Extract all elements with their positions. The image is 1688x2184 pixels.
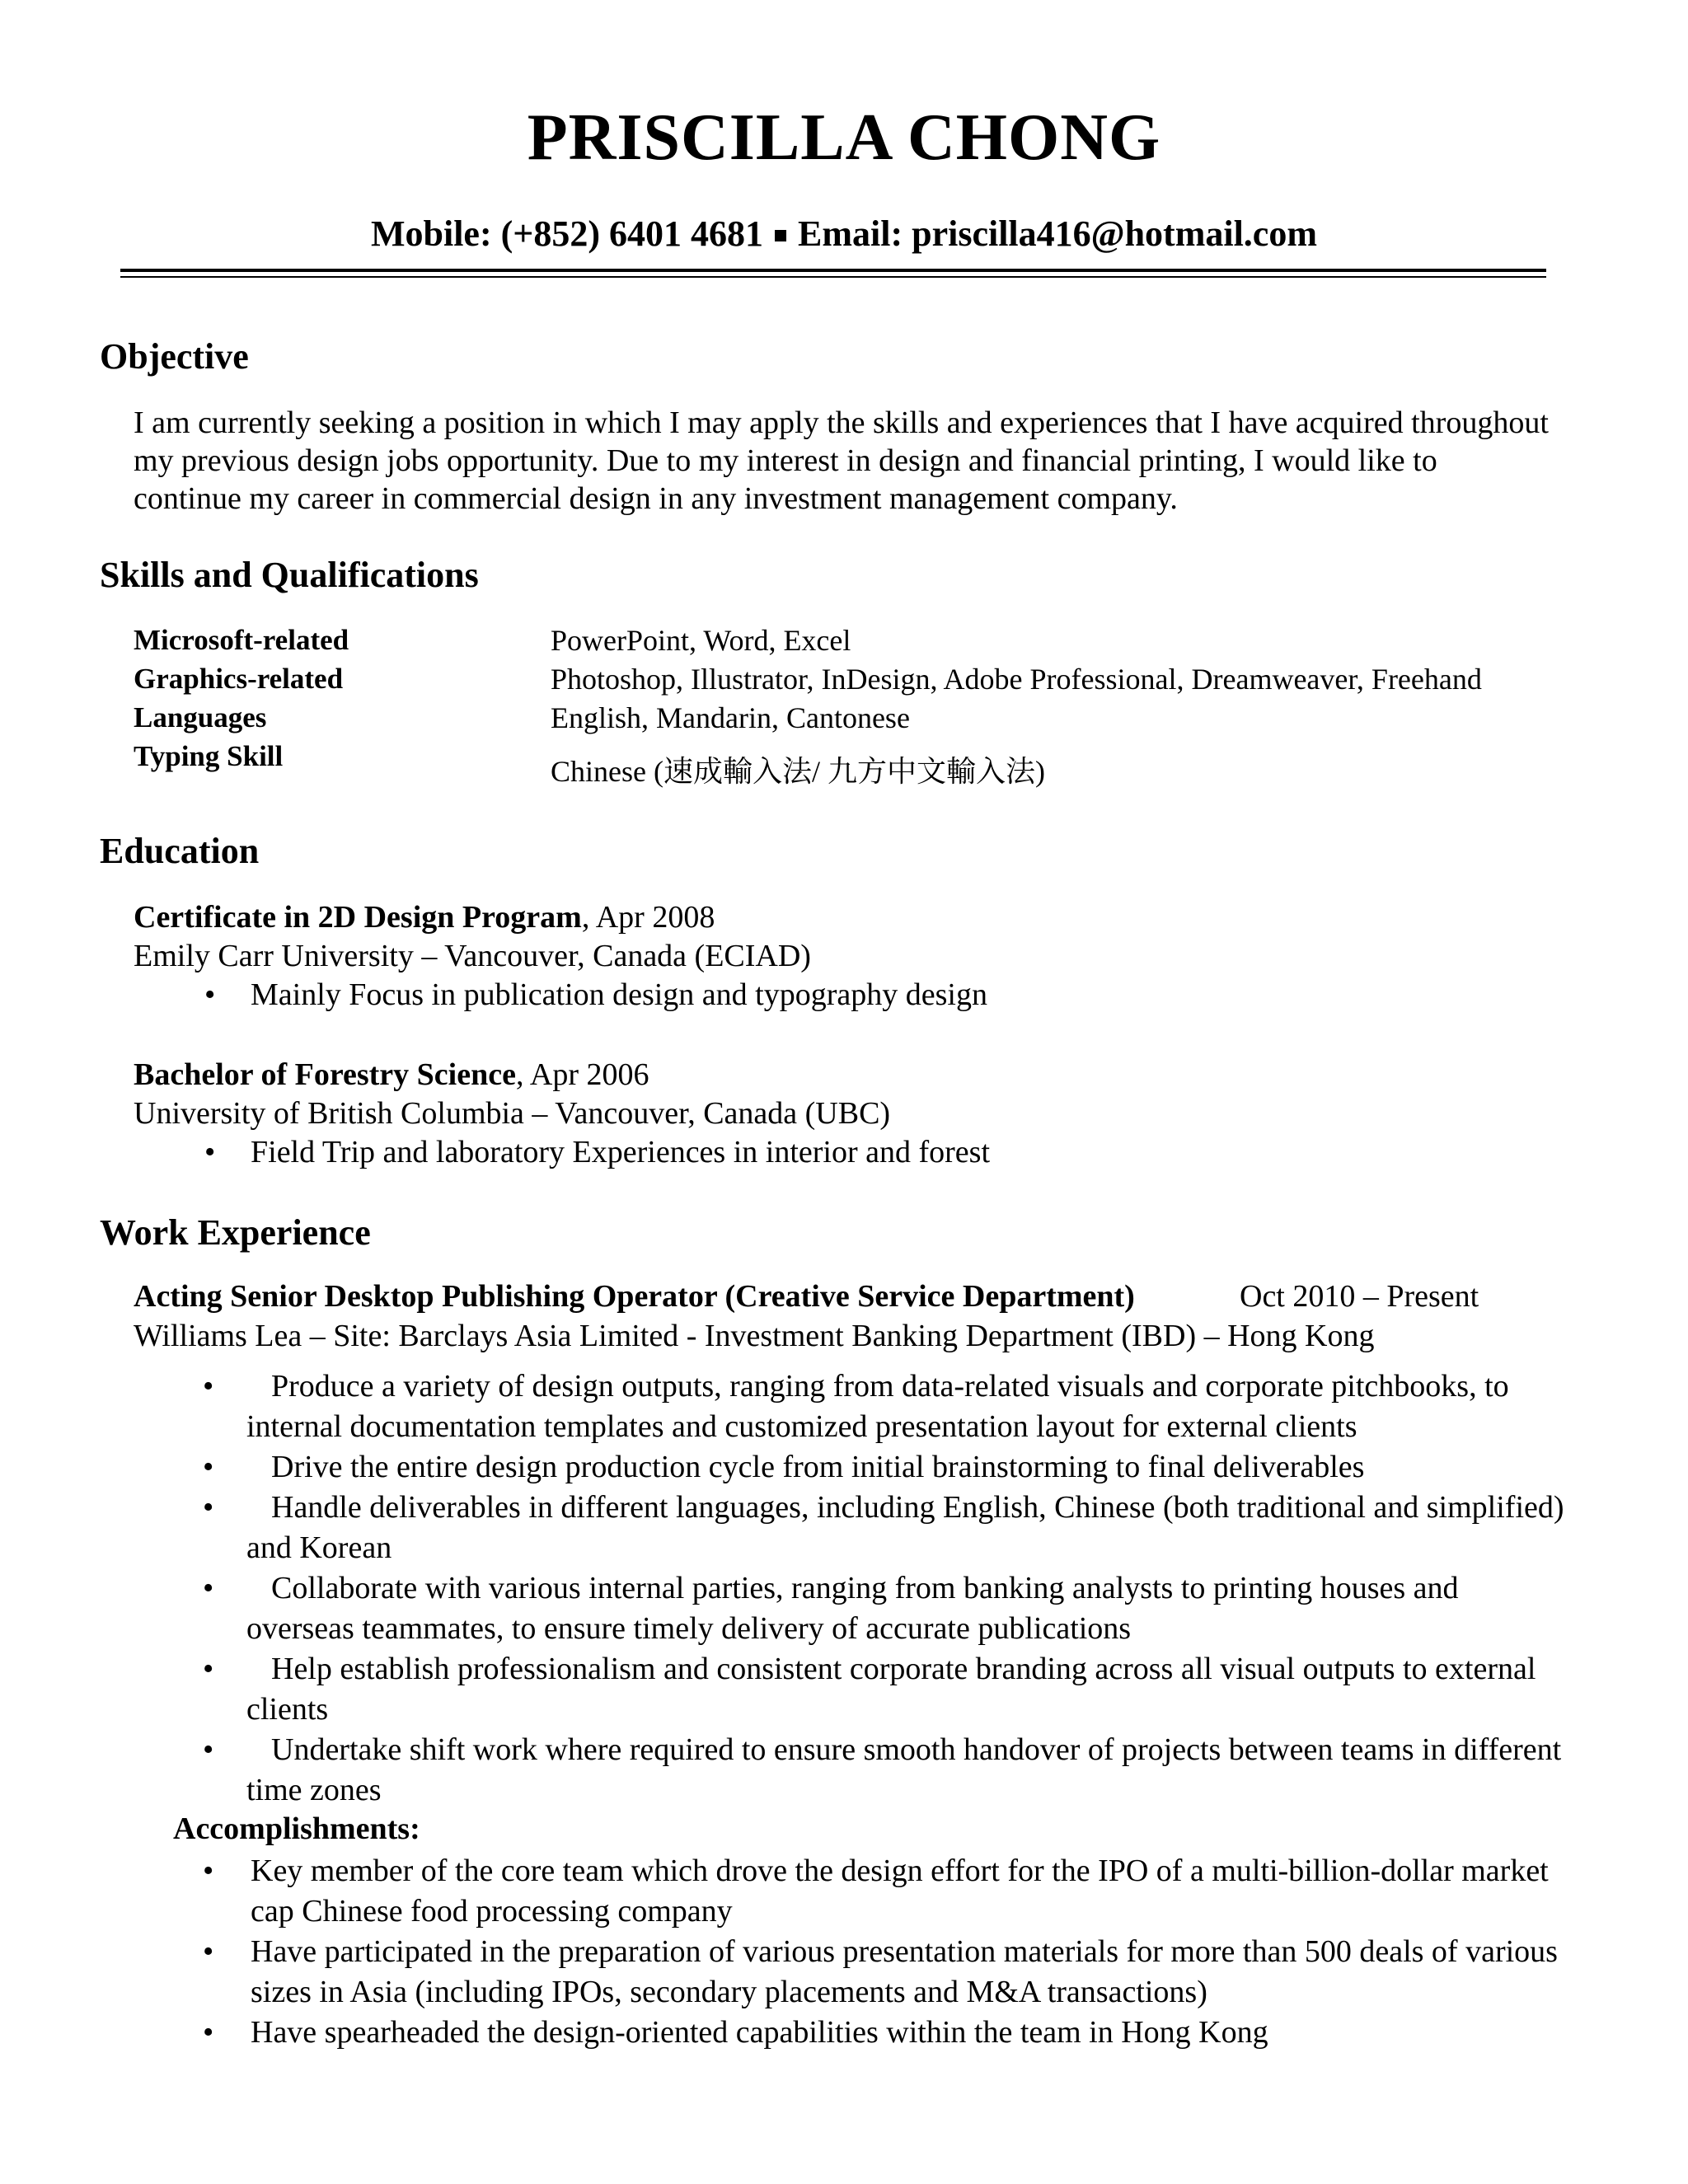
bullet-icon: •	[204, 1135, 216, 1169]
bullet-text: Field Trip and laboratory Experiences in interior and forest	[251, 1135, 991, 1169]
list-item	[134, 2013, 1568, 2053]
mobile-number: Mobile: (+852) 6401 4681	[370, 213, 763, 254]
skill-label: Typing Skill	[134, 740, 284, 772]
bullet-icon: •	[203, 1732, 214, 1767]
duty-text: Help establish professionalism and consistent corporate branding across all visual outputs to external clients	[246, 1652, 1536, 1727]
accomplishment-text: Key member of the core team which drove the design effort for the IPO of a multi-billion-dollar market cap Chinese food processing company	[251, 1854, 1549, 1929]
skill-row	[134, 699, 1551, 738]
school-name: University of British Columbia – Vancouver, Canada (UBC)	[134, 1096, 891, 1131]
bullet-icon: •	[203, 1854, 214, 1888]
list-item	[134, 1932, 1568, 2013]
bullet-icon: •	[203, 1450, 214, 1484]
list-item	[134, 1730, 1568, 1811]
bullet-icon: •	[203, 1571, 214, 1605]
accomplishments-list	[134, 1851, 1568, 2053]
job-dates: Oct 2010 – Present	[1240, 1279, 1479, 1314]
bullet-icon: •	[203, 1490, 214, 1525]
degree-date: , Apr 2006	[515, 1057, 649, 1092]
list-item	[134, 1568, 1568, 1649]
skill-row	[134, 738, 1551, 788]
skill-value: PowerPoint, Word, Excel	[551, 624, 851, 657]
bullet-icon: •	[203, 1934, 214, 1969]
skill-value: Chinese (速成輸入法/ 九方中文輸入法)	[551, 755, 1045, 788]
skill-label: Microsoft-related	[134, 624, 349, 656]
degree-title: Certificate in 2D Design Program	[134, 900, 582, 935]
accomplishment-text: Have participated in the preparation of various presentation materials for more than 500 deals of various sizes in Asia (including IPOs, secondary placements and M&A transactions)	[251, 1934, 1558, 2009]
bullet-text: Mainly Focus in publication design and typography design	[251, 977, 987, 1012]
work-heading: Work Experience	[100, 1212, 371, 1253]
duties-list	[134, 1366, 1568, 1811]
skill-row	[134, 660, 1551, 699]
list-item	[134, 1851, 1568, 1932]
objective-heading: Objective	[100, 336, 249, 377]
degree-line	[134, 1056, 1551, 1094]
education-bullet	[134, 1133, 1551, 1172]
objective-text: I am currently seeking a position in which I may apply the skills and experiences that I have acquired throughout my previous design jobs opportunity. Due to my interest in design and financial printing, I would like to continue my career in commercial design in any investment management company.	[134, 405, 1549, 516]
skill-label: Graphics-related	[134, 663, 344, 695]
list-item	[134, 1366, 1568, 1447]
education-heading: Education	[100, 831, 260, 871]
list-item	[134, 1649, 1568, 1730]
skills-heading: Skills and Qualifications	[100, 555, 479, 595]
duty-text: Collaborate with various internal parties, ranging from banking analysts to printing houses and overseas teammates, to ensure timely delivery of accurate publications	[246, 1571, 1459, 1646]
education-bullet	[134, 976, 1551, 1015]
degree-title: Bachelor of Forestry Science	[134, 1057, 516, 1092]
degree-line	[134, 898, 1551, 937]
candidate-name: PRISCILLA CHONG	[527, 101, 1161, 174]
job-title: Acting Senior Desktop Publishing Operator (Creative Service Department)	[134, 1279, 1135, 1314]
skills-table	[134, 621, 1551, 788]
email-address: Email: priscilla416@hotmail.com	[798, 213, 1317, 254]
list-item	[134, 1447, 1568, 1488]
duty-text: Undertake shift work where required to ensure smooth handover of projects between teams in different time zones	[246, 1732, 1562, 1807]
degree-date: , Apr 2008	[581, 900, 715, 935]
skill-row	[134, 621, 1551, 660]
education-entry	[134, 1056, 1551, 1172]
list-item	[134, 1488, 1568, 1568]
bullet-icon: •	[203, 1369, 214, 1404]
header-rule-thick	[120, 269, 1546, 272]
contact-line	[0, 208, 1688, 260]
duty-text: Handle deliverables in different languages, including English, Chinese (both traditional and simplified) and Korean	[246, 1490, 1564, 1565]
accomplishment-text: Have spearheaded the design-oriented capabilities within the team in Hong Kong	[251, 2015, 1268, 2050]
school-name: Emily Carr University – Vancouver, Canada (ECIAD)	[134, 939, 811, 973]
bullet-icon: •	[204, 977, 216, 1012]
job-site: Williams Lea – Site: Barclays Asia Limited - Investment Banking Department (IBD) – Hong Kong	[134, 1319, 1375, 1353]
header-rule-thin	[120, 276, 1546, 278]
duty-text: Produce a variety of design outputs, ranging from data-related visuals and corporate pitchbooks, to internal documentation templates and customized presentation layout for external clients	[246, 1369, 1509, 1444]
bullet-icon: •	[203, 2015, 214, 2050]
separator-square-icon	[775, 230, 786, 241]
skill-value: English, Mandarin, Cantonese	[551, 701, 910, 734]
education-entry	[134, 898, 1551, 1015]
job-title-line	[134, 1277, 1584, 1316]
accomplishments-heading: Accomplishments:	[173, 1811, 420, 1846]
bullet-icon: •	[203, 1652, 214, 1686]
duty-text: Drive the entire design production cycle from initial brainstorming to final deliverables	[271, 1450, 1365, 1484]
skill-label: Languages	[134, 701, 267, 733]
skill-value: Photoshop, Illustrator, InDesign, Adobe Professional, Dreamweaver, Freehand	[551, 663, 1482, 696]
